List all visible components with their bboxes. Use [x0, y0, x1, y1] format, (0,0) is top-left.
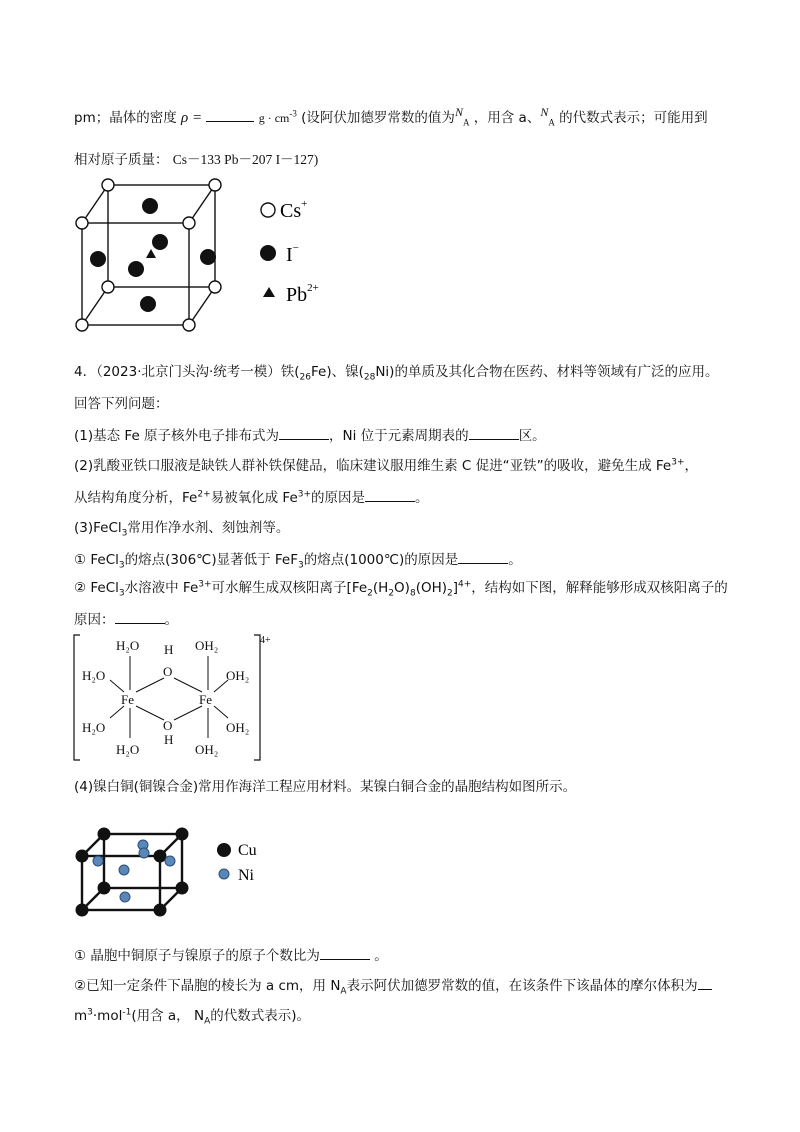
- q4-part1: [74, 425, 546, 446]
- legend-pb-marker: [263, 287, 275, 297]
- dinuclear-complex-structure: [68, 630, 288, 765]
- legend-cu-label: Cu: [238, 842, 257, 859]
- text-pm: pm；晶体的密度: [74, 110, 177, 126]
- answer-blank-melting-point[interactable]: [458, 549, 508, 564]
- bridge-h-bottom: H: [164, 732, 174, 747]
- p1-text-c: 区。: [518, 428, 546, 444]
- legend-cs-marker: [261, 203, 275, 217]
- q4-head-3: Ni)的单质及其化合物在医药、材料等领域有广泛的应用。: [375, 364, 719, 380]
- p3-2-text-e: O): [394, 580, 410, 596]
- p4-3-mol: ·mol: [92, 1008, 123, 1024]
- rho-symbol: ρ =: [181, 110, 203, 126]
- q4-head-2: Fe)、镍(: [311, 364, 364, 380]
- ligand-oh2-low-right: OH₂: [226, 720, 250, 735]
- q4-part3: [74, 518, 289, 538]
- p2-text-a-end: ，: [684, 458, 699, 474]
- bridge-o-bottom: O: [163, 718, 173, 733]
- p3-2-text-c: 可水解生成双核阳离子[Fe: [211, 580, 368, 596]
- text-relative-mass: 相对原子质量：: [74, 152, 169, 168]
- q4-part3-1: [74, 549, 522, 570]
- p2-text-a: (2)乳酸亚铁口服液是缺铁人群补铁保健品，临床建议服用维生素 C 促进“亚铁”的吸收，避免生成 Fe: [74, 458, 672, 474]
- p3-1-text-b: 的熔点(306℃)显著低于 FeF: [124, 552, 298, 568]
- legend-pb-label: $Pb^{2+}$: [286, 282, 319, 306]
- p2-text-b-end: 的原因是: [311, 490, 366, 506]
- p3-text: (3)FeCl: [74, 520, 122, 536]
- p4-2-text-a: ②已知一定条件下晶胞的棱长为 a cm，用 N: [74, 978, 341, 994]
- p3-2-cause-end: 。: [164, 612, 178, 628]
- bridge-h-top: H: [164, 642, 174, 657]
- legend-i-marker: [260, 245, 276, 261]
- q4-part4: [74, 777, 576, 797]
- p3-2-sup-a: 3+: [198, 579, 212, 590]
- ligand-h2o-bottom-left: H₂O: [116, 742, 140, 757]
- p3-text-end: 常用作净水剂、刻蚀剂等。: [127, 520, 290, 536]
- q4-heading: [74, 362, 718, 382]
- question3-tail-line1: [74, 107, 708, 128]
- complex-charge: 4+: [260, 635, 271, 646]
- p4-3-text-c: (用含 a， N: [131, 1008, 205, 1024]
- atomic-masses: Cs－133 Pb－207 I－127): [172, 152, 319, 167]
- na-symbol: N: [454, 105, 463, 119]
- answer-blank-dinuclear[interactable]: [115, 609, 165, 624]
- ni-atomic-number: 28: [363, 372, 376, 383]
- cspbi3-crystal-figure: [60, 175, 340, 340]
- answer-blank-block[interactable]: [469, 425, 519, 440]
- cupronickel-crystal-figure: [68, 822, 288, 922]
- q4-head-1: 4．（2023·北京门头沟·统考一模）铁(: [74, 364, 300, 380]
- p3-2-sub-h: 2: [388, 588, 395, 599]
- answer-blank-electron-config[interactable]: [279, 425, 329, 440]
- ligand-oh2-mid-right: OH₂: [226, 668, 250, 683]
- p4-3-sup2: -1: [122, 1007, 132, 1018]
- p2-text-b: 从结构角度分析，Fe: [74, 490, 198, 506]
- q4-ask-text: 回答下列问题：: [74, 396, 169, 412]
- p4-3-sup: 3: [87, 1007, 93, 1018]
- fe-center-right: Fe: [199, 692, 212, 707]
- p2-sup-b2: 3+: [297, 489, 312, 500]
- p3-1-text-c: 的熔点(1000℃)的原因是: [303, 552, 459, 568]
- ligand-oh2-bottom-right: OH₂: [195, 742, 219, 757]
- text-expression: 的代数式表示；可能用到: [559, 110, 708, 126]
- cu-atoms: [76, 828, 189, 917]
- ligand-oh2-top-right: OH₂: [195, 638, 219, 653]
- p4-3-sub: A: [204, 1016, 211, 1027]
- q4-part3-2: [74, 578, 728, 598]
- unit-exponent: -3: [289, 108, 297, 119]
- legend-i-label: I−: [286, 242, 299, 266]
- legend-cu-marker: [217, 843, 231, 857]
- p2-sup-b1: 2+: [197, 489, 211, 500]
- na-symbol-2: N: [540, 105, 549, 119]
- answer-blank-atom-ratio[interactable]: [320, 945, 370, 960]
- p3-1-sub-b: 3: [298, 560, 304, 571]
- p3-1-text-a: ① FeCl: [74, 552, 119, 568]
- p3-2-cause-text: 原因：: [74, 612, 115, 628]
- answer-blank-oxidation[interactable]: [365, 487, 415, 502]
- p1-text-a: (1)基态 Fe 原子核外电子排布式为: [74, 428, 280, 444]
- p2-text-b-mid: 易被氧化成 Fe: [210, 490, 298, 506]
- p3-2-text-b: 水溶液中 Fe: [124, 580, 199, 596]
- p3-2-sub-a: 3: [118, 588, 125, 599]
- answer-blank-density[interactable]: [206, 107, 254, 122]
- ligand-h2o-low-left: H₂O: [82, 720, 106, 735]
- ligand-h2o-top-left: H₂O: [116, 638, 140, 653]
- legend-cs-label: Cs+: [280, 198, 308, 222]
- q4-part4-1: [74, 945, 388, 966]
- q4-part4-3: [74, 1006, 310, 1026]
- p1-text-b: ，Ni 位于元素周期表的: [329, 428, 469, 444]
- q4-part3-2-cause: [74, 609, 178, 630]
- fe-center-left: Fe: [121, 692, 134, 707]
- p4-3-m: m: [74, 1008, 88, 1024]
- na-subscript: A: [462, 117, 470, 128]
- p4-text: (4)镍白铜(铜镍合金)常用作海洋工程应用材料。某镍白铜合金的晶胞结构如图所示。: [74, 779, 577, 795]
- p3-2-sub-8: 8: [409, 588, 416, 599]
- legend-ni-marker: [219, 869, 229, 879]
- p3-2-text-a: ② FeCl: [74, 580, 119, 596]
- bridge-o-top: O: [163, 664, 173, 679]
- q4-part2-line1: [74, 456, 698, 476]
- p4-1-text-a: ① 晶胞中铜原子与镍原子的原子个数比为: [74, 948, 320, 964]
- p3-2-text-h: ，结构如下图，解释能够形成双核阳离子的: [471, 580, 728, 596]
- q4-ask: [74, 394, 169, 414]
- p3-1-sub-a: 3: [118, 560, 125, 571]
- legend-ni-label: Ni: [238, 867, 254, 884]
- na-subscript-2: A: [548, 117, 555, 128]
- p4-3-text-d: 的代数式表示)。: [210, 1008, 311, 1024]
- p3-1-text-d: 。: [508, 552, 522, 568]
- p3-2-text-d: (H: [372, 580, 389, 596]
- p2-text-b-end2: 。: [415, 490, 429, 506]
- p2-sup-a: 3+: [671, 457, 685, 468]
- p3-2-sup-charge: 4+: [458, 579, 472, 590]
- q4-part2-line2: [74, 487, 429, 508]
- text-na-intro: (设阿伏加德罗常数的值为: [301, 110, 455, 126]
- pb-atom: [146, 249, 156, 258]
- p3-sub: 3: [121, 528, 128, 539]
- ligand-h2o-mid-left: H₂O: [82, 668, 106, 683]
- p4-1-text-b: 。: [369, 948, 388, 964]
- p3-2-text-g: ]: [452, 580, 459, 596]
- cube-edges-2: [82, 834, 182, 910]
- p4-2-sub-a: A: [340, 986, 347, 997]
- question3-tail-line2: [74, 150, 318, 170]
- answer-blank-molar-volume[interactable]: [698, 975, 712, 990]
- text-with-a: ，用含 a、: [473, 110, 541, 126]
- p3-2-sub-oh: 2: [447, 588, 453, 599]
- p4-2-text-b: 表示阿伏加德罗常数的值，在该条件下该晶体的摩尔体积为: [346, 978, 698, 994]
- fe-atomic-number: 26: [299, 372, 311, 383]
- density-unit: g · cm: [258, 111, 290, 125]
- q4-part4-2: [74, 975, 712, 996]
- p3-2-text-f: (OH): [415, 580, 447, 596]
- p3-2-sub-fe: 2: [367, 588, 373, 599]
